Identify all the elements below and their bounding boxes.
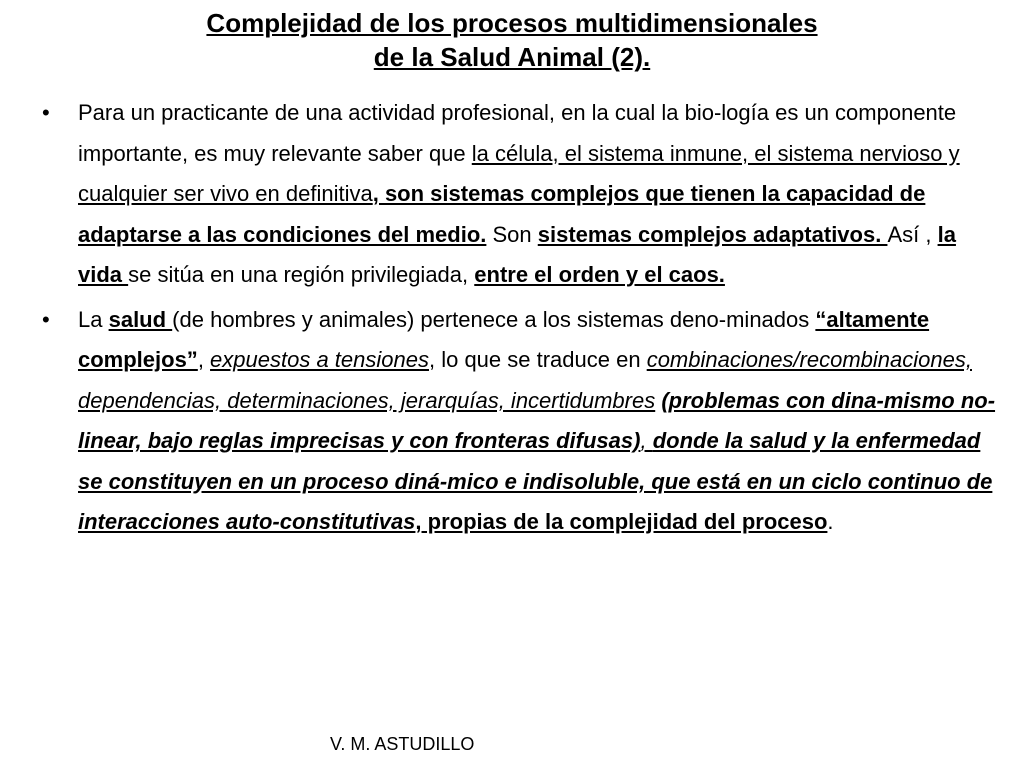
bullet-1-underlined-cells: la célula, el sistema inmune, el sistema nervioso y cualquier ser vivo en definitiva xyxy=(78,140,960,206)
slide-footer-author: V. M. ASTUDILLO xyxy=(330,734,475,754)
bullet-2-bold-proper: , propias de la complejidad del proceso xyxy=(415,509,828,534)
bullet-item-2 xyxy=(38,300,1000,543)
bullet-1-text-son: Son xyxy=(486,221,538,247)
bullet-dot-icon: • xyxy=(42,306,50,332)
bullet-list xyxy=(38,93,1000,547)
bullet-1-bold-order-chaos: entre el orden y el caos. xyxy=(474,262,725,287)
bullet-2-text-comma: , xyxy=(197,347,211,372)
slide-title-line-2: de la Salud Animal (2). xyxy=(373,42,651,72)
bullet-2-text-systems: (de hombres y animales) pertenece a los sistemas deno-minados xyxy=(172,306,816,332)
bullet-2-italic-combinations: combinaciones/recombinaciones, dependencias, determinaciones, jerarquías, incertidumbres xyxy=(78,347,972,413)
bullet-2-italic-comma: , xyxy=(640,428,653,453)
bullet-2-bold-salud: salud xyxy=(108,306,173,332)
bullet-2-text-period: . xyxy=(827,509,834,534)
bullet-2-text-translates: , lo que se traduce en xyxy=(428,347,647,372)
bullet-2-bold-italic-problems: (problemas con dina-mismo no-linear, bajo reglas imprecisas y con fronteras difusas) xyxy=(78,387,996,453)
bullet-1-bold-la-vida: la vida xyxy=(78,221,956,287)
bullet-2-italic-tensions: expuestos a tensiones xyxy=(210,347,429,372)
bullet-item-1 xyxy=(38,93,1000,296)
slide-title-line-1: Complejidad de los procesos multidimensionales xyxy=(206,8,818,38)
bullet-2-bold-highly-complex: “altamente complejos” xyxy=(78,306,930,372)
bullet-1-text: Para un practicante de una actividad profesional, en la cual la bio-logía es un componente importante, es muy relevante saber que xyxy=(78,100,957,166)
bullet-dot-icon: • xyxy=(42,100,50,125)
bullet-1-bold-complex-systems: , son sistemas complejos que tienen la capacidad de adaptarse a las condiciones del medio. xyxy=(78,181,926,247)
bullet-2-bold-italic-health-disease: donde la salud y la enfermedad se constituyen en un proceso diná-mico e indisoluble, que está en un ciclo continuo de interacciones auto-constitutivas xyxy=(78,428,993,534)
bullet-2-text-la: La xyxy=(78,306,109,332)
bullet-1-text-asi: Así , xyxy=(887,221,938,247)
bullet-1-bold-adaptive: sistemas complejos adaptativos. xyxy=(537,221,888,247)
bullet-1-text-region: se sitúa en una región privilegiada, xyxy=(128,262,475,287)
slide-title xyxy=(60,6,964,74)
